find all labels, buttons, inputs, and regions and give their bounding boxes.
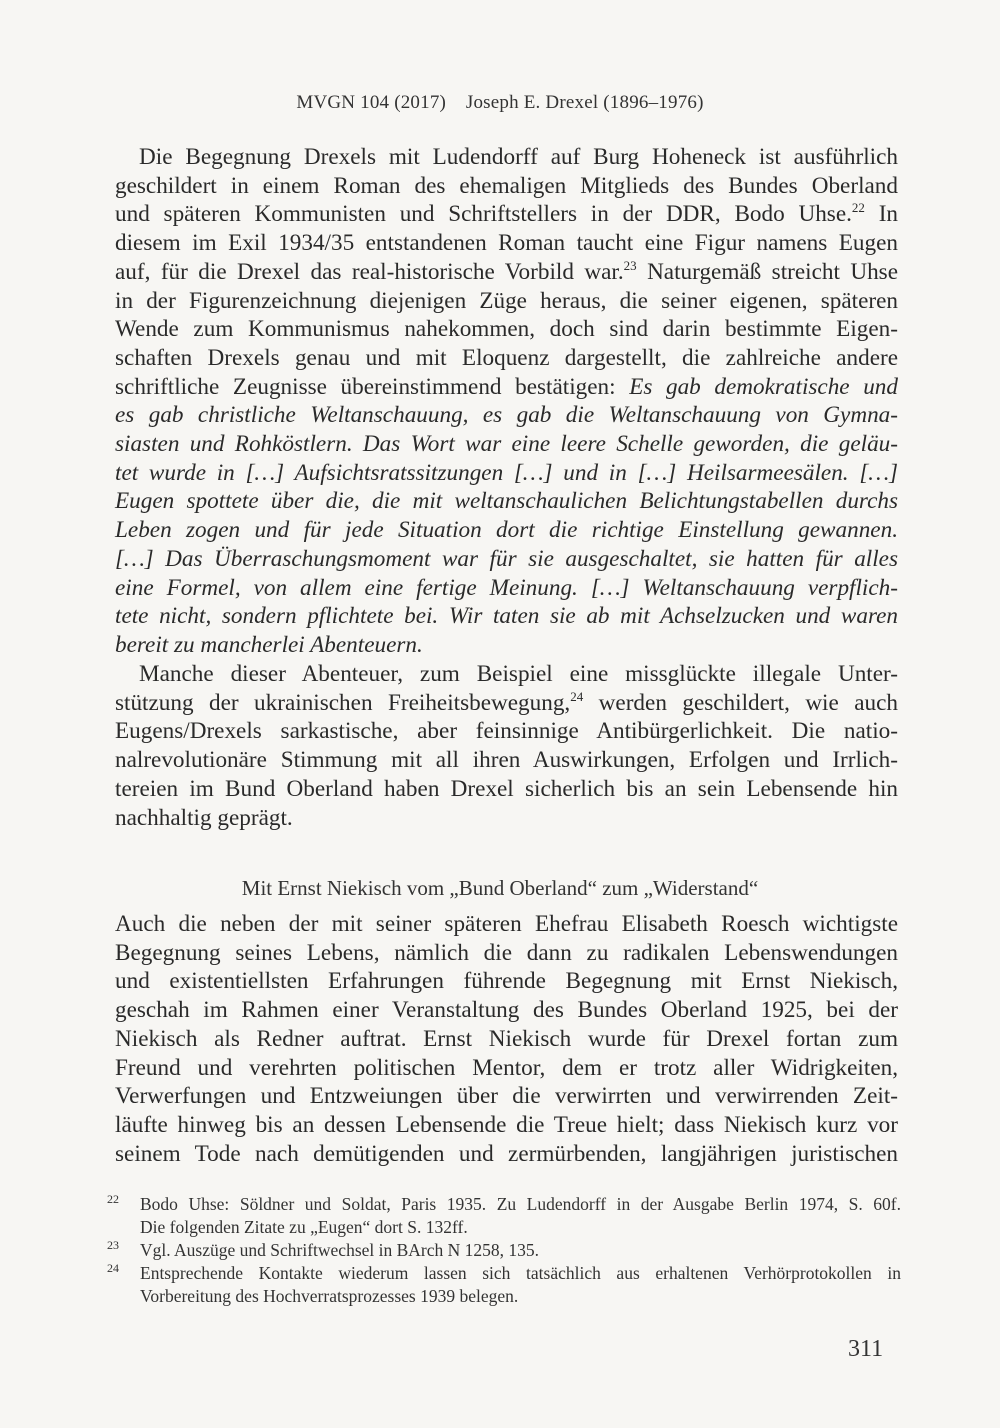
- text-line: Freund und verehrten politischen Mentor, dem er trotz aller Widrigkeiten,: [115, 1054, 898, 1081]
- text-fragment: Naturgemäß streicht Uhse: [647, 258, 898, 285]
- quote-line: eine Formel, von allem eine fertige Meinung. […] Weltanschauung verpflich-: [115, 574, 898, 601]
- text-fragment: auf, für die Drexel das real-historische Vorbild war.: [115, 258, 624, 285]
- footnote-line: Entsprechende Kontakte wiederum lassen sich tatsächlich aus erhaltenen Verhörprotokollen in: [140, 1263, 901, 1283]
- text-line: [115, 200, 898, 229]
- text-fragment: werden geschildert, wie auch: [598, 689, 899, 716]
- text-line: Manche dieser Abenteuer, zum Beispiel eine missglückte illegale Unter-: [139, 661, 898, 687]
- footnote-number: 23: [107, 1238, 119, 1252]
- text-line: tereien im Bund Oberland haben Drexel sicherlich bis an sein Lebensende hin: [115, 775, 898, 802]
- text-line: diesem im Exil 1934/35 entstandenen Roman taucht eine Figur namens Eugen: [115, 230, 898, 257]
- paragraph-2: [115, 660, 898, 832]
- quote-line: tete nicht, sondern pflichtete bei. Wir taten sie ab mit Achselzucken und waren: [115, 603, 898, 630]
- text-line: Verwerfungen und Entzweiungen über die verwirrten und verwirrenden Zeit-: [115, 1083, 898, 1110]
- footnote-ref-23: 23: [623, 257, 637, 273]
- text-line: Die Begegnung Drexels mit Ludendorff auf Burg Hoheneck ist ausführlich: [139, 144, 898, 170]
- quote-line: […] Das Überraschungsmoment war für sie ausgeschaltet, sie hatten für alles: [115, 545, 898, 572]
- footnote-number: 22: [107, 1192, 119, 1206]
- text-line: geschildert in einem Roman des ehemaligen Mitglieds des Bundes Oberland: [115, 172, 898, 199]
- paragraph-3: [115, 910, 898, 1168]
- text-line: schaften Drexels genau und mit Eloquenz dargestellt, die zahlreiche andere: [115, 344, 898, 371]
- text-line: Niekisch als Redner auftrat. Ernst Niekisch wurde für Drexel fortan zum: [115, 1025, 898, 1052]
- footnote-22: [107, 1193, 901, 1239]
- footnote-24: [107, 1262, 901, 1308]
- text-line: nachhaltig geprägt.: [115, 804, 293, 831]
- text-line: [115, 258, 898, 287]
- text-line: [115, 373, 898, 402]
- text-line: Eugens/Drexels sarkastische, aber feinsinnige Antibürgerlichkeit. Die natio-: [115, 718, 898, 745]
- quote-line: siasten und Rohköstlern. Das Wort war eine leere Schelle geworden, die geläu-: [115, 431, 898, 458]
- text-line: nalrevolutionäre Stimmung mit all ihren Auswirkungen, Erfolgen und Irrlich-: [115, 747, 898, 774]
- quote-line: Leben zogen und für jede Situation dort die richtige Einstellung gewannen.: [115, 517, 898, 544]
- footnote-line: Bodo Uhse: Söldner und Soldat, Paris 1935. Zu Ludendorff in der Ausgabe Berlin 1974, S. 60f.: [140, 1194, 901, 1214]
- text-line: [115, 689, 898, 718]
- text-line: läufte hinweg bis an dessen Lebensende die Treue hielt; dass Niekisch kurz vor: [115, 1111, 898, 1138]
- text-fragment: schriftliche Zeugnisse übereinstimmend bestätigen:: [115, 373, 630, 400]
- quote-line: bereit zu mancherlei Abenteuern.: [115, 631, 423, 658]
- text-line: geschah im Rahmen einer Veranstaltung des Bundes Oberland 1925, bei der: [115, 997, 898, 1024]
- section-heading: Mit Ernst Niekisch vom „Bund Oberland“ zum „Widerstand“: [241, 876, 759, 900]
- text-fragment: stützung der ukrainischen Freiheitsbewegung,: [115, 689, 571, 716]
- footnote-line: Vgl. Auszüge und Schriftwechsel in BArch N 1258, 135.: [140, 1240, 540, 1260]
- page-number: 311: [848, 1336, 884, 1362]
- running-header: MVGN 104 (2017) Joseph E. Drexel (1896–1976): [296, 92, 704, 113]
- paragraph-1: [115, 143, 898, 660]
- text-fragment: und späteren Kommunisten und Schriftstellers in der DDR, Bodo Uhse.: [115, 201, 852, 228]
- text-line: seinem Tode nach demütigenden und zermürbenden, langjährigen juristischen: [115, 1140, 898, 1167]
- footnote-23: [107, 1239, 901, 1262]
- text-line: Begegnung seines Lebens, nämlich die dann zu radikalen Lebenswendungen: [115, 939, 898, 966]
- text-line: Auch die neben der mit seiner späteren Ehefrau Elisabeth Roesch wichtigste: [115, 911, 898, 937]
- text-fragment: In: [878, 201, 899, 228]
- footnote-ref-22: 22: [851, 200, 865, 216]
- quote-line: es gab christliche Weltanschauung, es gab die Weltanschauung von Gymna-: [115, 402, 898, 429]
- footnote-line: Vorbereitung des Hochverratsprozesses 1939 belegen.: [140, 1286, 519, 1306]
- text-line: und existentiellsten Erfahrungen führende Begegnung mit Ernst Niekisch,: [115, 968, 898, 995]
- text-line: Wende zum Kommunismus nahekommen, doch sind darin bestimmte Eigen-: [115, 316, 898, 343]
- quote-line: tet wurde in […] Aufsichtsratssitzungen […] und in […] Heilsarmeesälen. […]: [115, 459, 898, 486]
- footnote-ref-24: 24: [570, 688, 584, 704]
- footnote-line: Die folgenden Zitate zu „Eugen“ dort S. 132ff.: [140, 1217, 468, 1237]
- quote-fragment: Es gab demokratische und: [629, 373, 898, 400]
- text-line: in der Figurenzeichnung diejenigen Züge heraus, die seiner eigenen, späteren: [115, 287, 898, 314]
- footnotes: [107, 1193, 901, 1308]
- footnote-number: 24: [107, 1261, 119, 1275]
- quote-line: Eugen spottete über die, die mit weltanschaulichen Belichtungstabellen durchs: [115, 488, 898, 515]
